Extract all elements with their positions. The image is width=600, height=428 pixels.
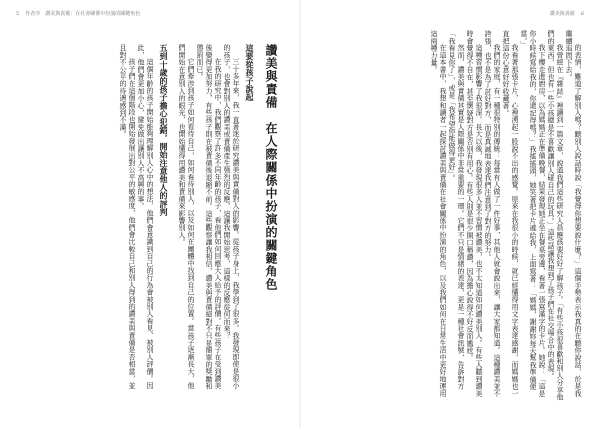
section-title-rest: 在人際關係中扮演的關鍵角色 (264, 122, 278, 291)
spacer (255, 44, 263, 396)
right-page-number: 6 (580, 11, 584, 17)
intro-paragraph: 在我的研究中，我們觀察了許多不同年齡的孩子，看他們如何回應大人給予的評價。有些孩子在受到讚美後變得更加努力，有些孩子則在被責備後退縮不前。這些觀察讓我相信，讚美與責備絕對不只是簡單的獎勵和懲罰而已。 (196, 44, 222, 390)
intro-heading: 這要從孩子說起 (245, 44, 255, 102)
left-page-number: 5 (16, 11, 20, 17)
section-title-main: 讚美與責備 (264, 44, 278, 109)
body-paragraph: 這種習慣影響了我很深。長大以後，我發現很多人並不習慣被讚美，也不太知道如何讚美別人。有些人聽到讚美時會覺得不自在，甚至懷疑對方是否別有用心。有些人則是很少開口稱讚，因為擔心說得不好反而尷尬。 (466, 30, 483, 397)
right-page-header (550, 10, 584, 17)
age-paragraph: 孩子們在這個階段也開始發展出對公平的敏感度，他們會比較自己和別人得到的讚美與責備是否相當，並且對不公平的待遇感到不滿。 (119, 44, 136, 390)
body-paragraph: 的表情，難道了解別人嗎？聽別人說話時說「我覺得你想要說什麼？」這個手勢表示我真的在聽你說話，於是我繼續追問下去。 (565, 30, 582, 397)
body-paragraph: 我看著那張卡片，心裡湧起一股說不出的感覺。原來在我很小的時候，就已經懂得用文字表達感謝，而媽媽也一直把這份心意好好收藏著。 (502, 30, 519, 397)
body-paragraph: 我曾經在『雜誌』裡讀到一篇文章，說道我們這些研究人員應該要好好了解孩子。「有些小孩很喜歡和別人分享他們的東西，但也有一些小孩總是不喜歡讓別人碰自己的玩具。」這些話讓我想到了孩子們在社交場合中的表現。 (547, 30, 564, 401)
intro-paragraph: 三十多年來，我一直著迷於研究讚美與責備對人的影響。從孩子身上，我學到了很多。我發現即使是很小的孩子，也會對別人的讚美或責備產生強烈的反應，這讓我開始思考，這樣的反應從何而來？ (223, 44, 240, 390)
age-paragraph: 這個年齡的孩子開始能夠理解別人心中的想法，他們會意識到自己的行為會被別人看見、被別人評價。因此，他們會更加小心，避免做出讓別人不高興的事。 (137, 44, 154, 390)
intro-paragraph: 它們牽涉到孩子如何看待自己，如何看待別人，以及如何在團體中找到自己的位置。當孩子逐漸長大，他們開始在意別人的眼光，也開始懂得用讚美和責備來影響別人。 (178, 44, 195, 390)
age-heading: 五到十歲的孩子擔心犯錯，開始注意他人的評判 (159, 44, 169, 217)
right-page-body (318, 30, 582, 402)
right-page (301, 0, 600, 428)
body-paragraph: 我下樓走進廚房，以為媽媽正在準備晚餐，結果發現她正坐在餐桌旁邊，看著一張寫滿字的卡片。她說：「這是你小時候寫給我的，你還記得嗎？」我搖搖頭，她笑著把卡片遞給我，上面寫著：「媽媽，謝謝妳每天幫我準備便當。」 (520, 30, 546, 397)
body-paragraph: 在這本書中，我想和讀者一起探討讚美與責備在社會關係中扮演的角色，以及我們如何在日常生活中更好地運用這兩種力量。 (430, 30, 447, 397)
left-page (0, 0, 299, 428)
section-title (263, 44, 279, 396)
spacer (169, 44, 177, 396)
body-paragraph: 我們的家庭，有一種很特別的傳統：每當有人做了一件好事，其他人就會說出來，讓大家都知道。這種讚美並不誇張，也不是為了討好對方，而是真誠地表達我們注意到了對方的努力。 (484, 30, 501, 397)
left-running-title: 作者序 讚美與責備：在社會關係中扮演的關鍵角色 (25, 11, 141, 17)
right-running-title: 讚美與責備 (549, 11, 575, 17)
body-paragraph: 然而，讚美與責備其實是人際關係中非常重要的一環。它們不只是情緒的表達，更是一種社會訊號，告訴對方「我看見你了」，或是「我希望你能做得更好」。 (448, 30, 465, 390)
left-page-body (17, 44, 279, 396)
left-page-header (16, 10, 140, 17)
